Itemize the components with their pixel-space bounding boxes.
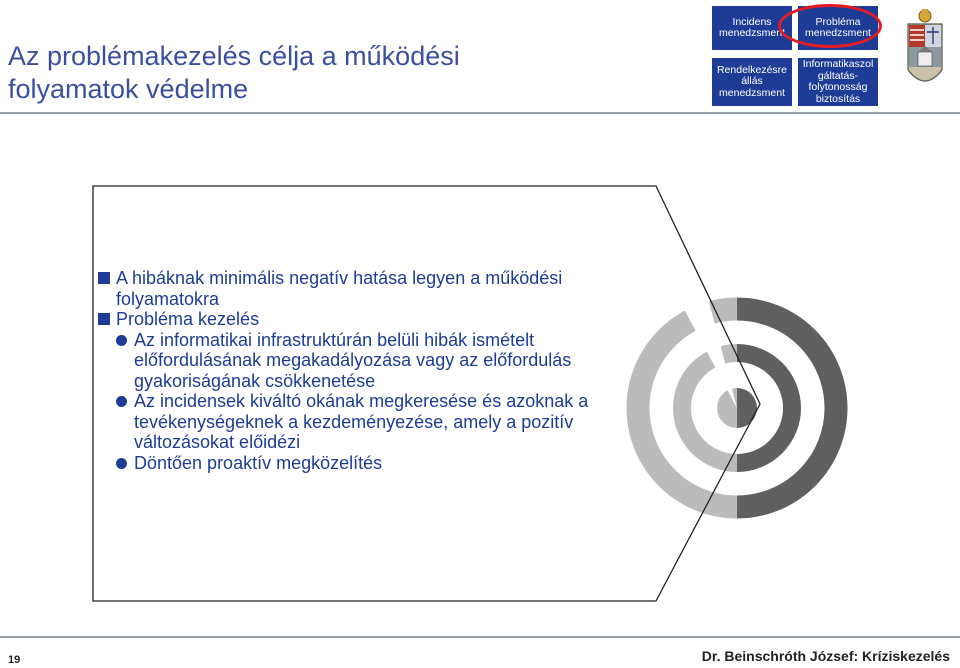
nav-incident-label-1: Incidens [732,15,772,28]
bullet-item-5 [96,453,666,474]
page-number: 19 [8,654,21,666]
nav-readiness-label-1: Rendelkezésre [716,63,788,76]
bullet-item-3 [96,330,666,392]
nav-continuity-label-2: gáltatás- [817,69,859,82]
nav-continuity-label-1: Informatikaszol [802,58,874,70]
square-bullet-icon [98,272,110,284]
footer-divider [0,636,960,638]
nav-continuity-label-4: biztosítás [815,92,861,105]
bullet-text-1: A hibáknak minimális negatív hatása legyen a működési folyamatokra [116,268,563,309]
footer-author: Dr. Beinschróth József: Kríziskezelés [701,648,950,664]
nav-incident-label-2: menedzsment [719,27,785,39]
round-bullet-icon [116,335,127,346]
bullet-list [96,268,666,473]
round-bullet-icon [116,396,127,407]
square-bullet-icon [98,313,110,325]
bullet-text-3: Az informatikai infrastruktúrán belüli hibák ismételt előfordulásának megakadályozása vagy az előfordulás gyakoriságának csökkenetése [134,329,572,391]
nav-readiness-label-3: menedzsment [719,86,785,99]
title-line-1: Az problémakezelés célja a működési [8,41,460,71]
bullet-item-1 [96,268,666,309]
nav-problem-label-2: menedzsment [805,27,871,39]
nav-readiness-label-2: állás [741,75,763,88]
bullet-text-5: Döntően proaktív megközelítés [134,452,383,473]
nav-continuity-label-3: folytonosság [808,81,868,93]
bullet-text-2: Probléma kezelés [116,309,260,329]
bullet-item-2 [96,309,666,330]
round-bullet-icon [116,458,127,469]
title-line-2: folyamatok védelme [8,74,249,104]
bullet-item-4 [96,391,666,453]
bullet-text-4: Az incidensek kiváltó okának megkeresése és azoknak a tevékenységeknek a kezdeményezése, amely a pozitív változásokat előidézi [134,391,589,452]
nav-problem-label-1: Probléma [815,15,861,28]
